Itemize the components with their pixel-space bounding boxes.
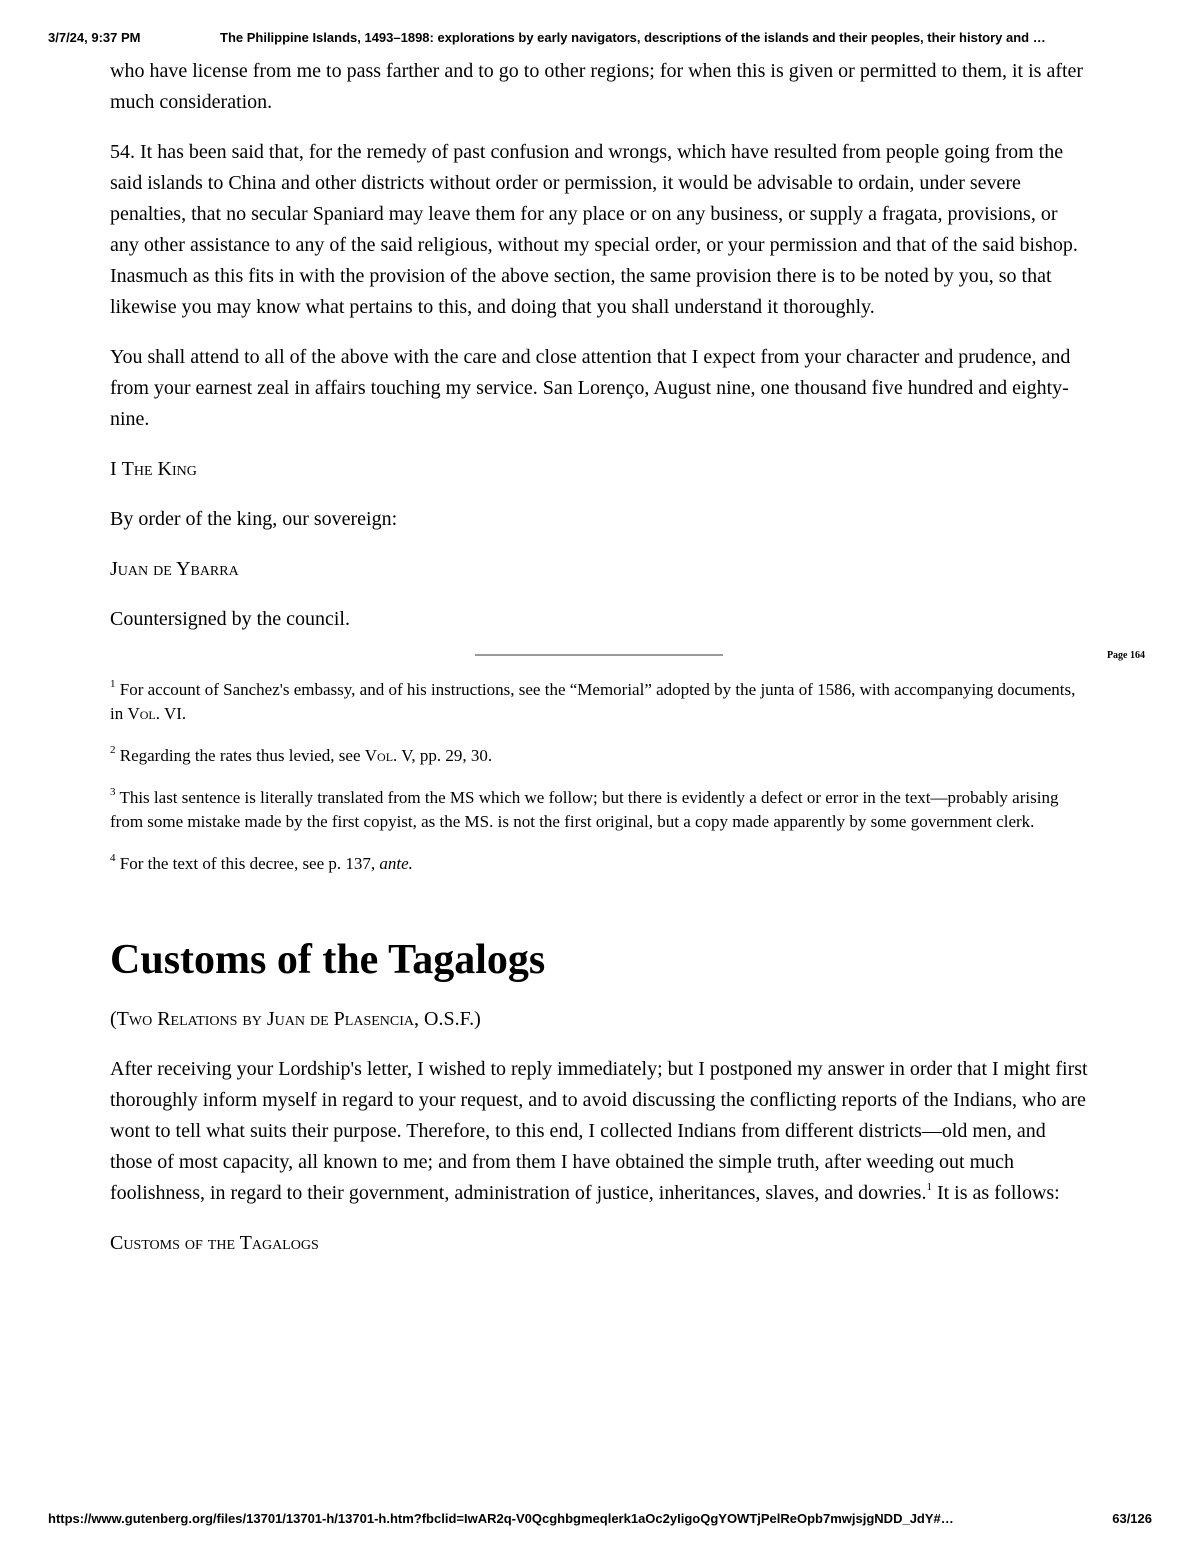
footnotes [110, 678, 1088, 876]
footnote-3-number[interactable]: 3 [110, 786, 116, 799]
print-page-count: 63/126 [1112, 1511, 1152, 1526]
signature-king: I The King [110, 458, 197, 480]
footnote-1: $^1$ For account of Sanchez's embassy, and of his instructions, see the “Memorial” adopted by the junta of 1586, with accompanying documents, in Vol. VI. [110, 678, 1076, 723]
print-footer [48, 1511, 1152, 1526]
footnote-2: $^2$ Regarding the rates thus levied, see Vol. V, pp. 29, 30. [110, 744, 493, 765]
footnote-4: $^4$ For the text of this decree, see p. 137, ante. [110, 852, 413, 873]
paragraph-by-order: By order of the king, our sovereign: [110, 508, 398, 530]
footnote-2-number[interactable]: 2 [110, 744, 116, 757]
print-url: https://www.gutenberg.org/files/13701/13701-h/13701-h.htm?fbclid=IwAR2q-V0Qcghbgmeqlerk1aOc2yIigoQgYOWTjPelReOpb7mwjsjgNDD_JdY#… [48, 1511, 954, 1526]
page-number-marker[interactable]: Page 164 [1106, 650, 1145, 661]
paragraph-closing: You shall attend to all of the above with the care and close attention that I expect from your character and prudence, and from your earnest zeal in affairs touching my service. San Lorenço, August nine, one thousand five hundred and eighty-nine. [110, 346, 1071, 430]
paragraph-license: who have license from me to pass farther and to go to other regions; for when this is given or permitted to them, it is after much consideration. [110, 60, 1084, 113]
print-document-title: The Philippine Islands, 1493–1898: explorations by early navigators, descriptions of the islands and their peoples, their history and … [220, 30, 1046, 45]
paragraph-section-54: 54. It has been said that, for the remedy of past confusion and wrongs, which have resulted from people going from the said islands to China and other districts without order or permission, it would be advisable to ordain, under severe penalties, that no secular Spaniard may leave them for any place or on any business, or supply a fragata, provisions, or any other assistance to any of the said religious, without my special order, or your permission and that of the said bishop. Inasmuch as this fits in with the provision of the above section, the same provision there is to be noted by you, so that likewise you may know what pertains to this, and doing that you shall understand it thoroughly. [110, 141, 1078, 318]
signature-ybarra: Juan de Ybarra [110, 558, 239, 580]
paragraph-countersigned: Countersigned by the council. [110, 608, 350, 630]
chapter-title: Customs of the Tagalogs [110, 937, 546, 983]
section-heading: Customs of the Tagalogs [110, 1232, 319, 1254]
chapter-subtitle: (Two Relations by Juan de Plasencia, O.S.F.) [110, 1008, 481, 1030]
footnote-1-number[interactable]: 1 [110, 678, 116, 691]
footnote-3: $^3$ This last sentence is literally translated from the MS which we follow; but there is evidently a defect or error in the text—probably arising from some mistake made by the first copyist, as the MS. is not the first original, but a copy made apparently by some government clerk. [110, 786, 1059, 831]
chapter-footnote-ref[interactable]: 1 [926, 1181, 932, 1194]
footnote-4-number[interactable]: 4 [110, 852, 116, 865]
chapter-intro-paragraph: After receiving your Lordship's letter, I wished to reply immediately; but I postponed my answer in order that I might first thoroughly inform myself in regard to your request, and to avoid discussing the conflicting reports of the Indians, who are wont to tell what suits their purpose. Therefore, to this end, I collected Indians from different districts—old men, and those of most capacity, all known to me; and from them I have obtained the simple truth, after weeding out much foolishness, in regard to their government, administration of justice, inheritances, slaves, and dowries.$^1$ It is as follows: [110, 1058, 1088, 1204]
print-timestamp: 3/7/24, 9:37 PM [48, 30, 141, 45]
document-body [110, 56, 1088, 1278]
footnote-separator [475, 654, 723, 656]
print-header [48, 30, 1152, 45]
